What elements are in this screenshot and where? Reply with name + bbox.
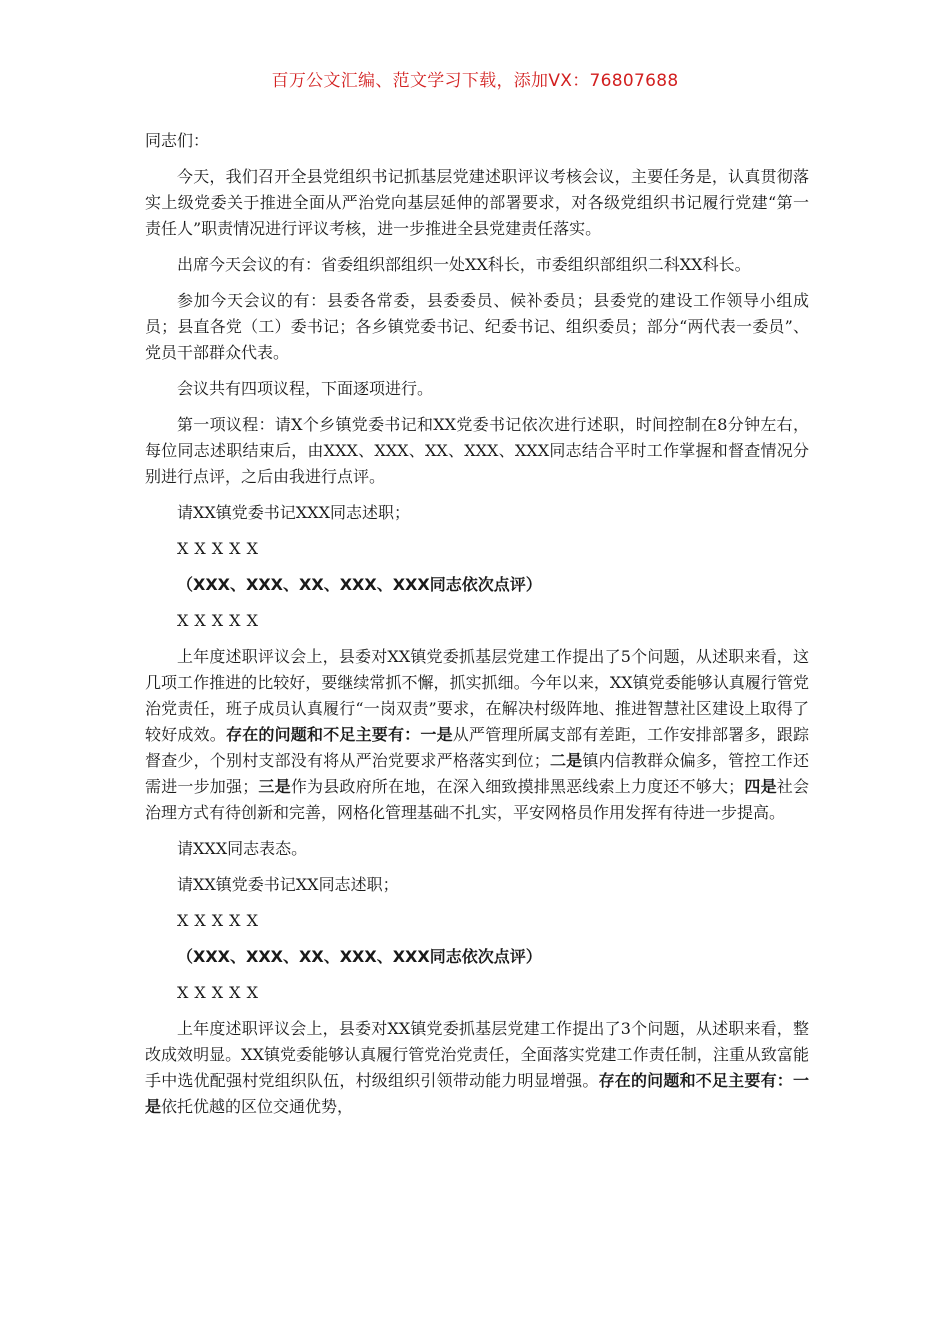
watermark-banner: 百万公文汇编、范文学习下载，添加VX：76807688 bbox=[271, 71, 679, 91]
point-label: 一是 bbox=[420, 725, 453, 744]
point-label: 四是 bbox=[744, 777, 777, 796]
point-text: 从严管理所属支部有差距，工作安排部署多，跟踪督查少，个别村支部没有将从严治党要求严格落实到位； bbox=[145, 725, 809, 770]
comment-lead: 上年度述职评议会上，县委对XX镇党委抓基层党建工作提出了5个问题，从述职来看，这几项工作推进的比较好，要继续常抓不懈，抓实抓细。今年以来，XX镇党委能够认真履行管党治党责任，班子成员认真履行“一岗双责”要求，在解决村级阵地、推进智慧社区建设上取得了较好成效。 bbox=[145, 647, 809, 744]
document-body bbox=[145, 128, 809, 1130]
salutation: 同志们： bbox=[145, 131, 210, 150]
paragraph-intro: 今天，我们召开全县党组织书记抓基层党建述职评议考核会议，主要任务是，认真贯彻落实上级党委关于推进全面从严治党向基层延伸的部署要求，对各级党组织书记履行党建“第一责任人”职责情况进行评议考核，进一步推进全县党建责任落实。 bbox=[145, 167, 809, 238]
invite-line-2: 请XX镇党委书记XX同志述职； bbox=[177, 875, 399, 894]
point-text: 依托优越的区位交通优势， bbox=[161, 1097, 354, 1116]
point-text: 镇内信教群众偏多，管控工作还需进一步加强； bbox=[145, 751, 809, 796]
review-label: （XXX、XXX、XX、XXX、XXX同志依次点评） bbox=[177, 575, 542, 594]
review-label: （XXX、XXX、XX、XXX、XXX同志依次点评） bbox=[177, 947, 542, 966]
comment-paragraph-2 bbox=[145, 1016, 809, 1120]
point-label: 三是 bbox=[258, 777, 291, 796]
point-text: 社会治理方式有待创新和完善，网格化管理基础不扎实，平安网格员作用发挥有待进一步提高。 bbox=[145, 777, 809, 822]
comment-lead: 上年度述职评议会上，县委对XX镇党委抓基层党建工作提出了3个问题，从述职来看，整改成效明显。XX镇党委能够认真履行管党治党责任，全面落实党建工作责任制，注重从致富能手中选优配强村党组织队伍，村级组织引领带动能力明显增强。 bbox=[145, 1019, 809, 1090]
point-text: 作为县政府所在地，在深入细致摸排黑恶线索上力度还不够大； bbox=[290, 777, 745, 796]
paragraph-agenda: 会议共有四项议程，下面逐项进行。 bbox=[177, 379, 434, 398]
placeholder-line: XXXXX bbox=[177, 983, 264, 1002]
invite-line-1: 请XX镇党委书记XXX同志述职； bbox=[177, 503, 410, 522]
paragraph-attendees-top: 出席今天会议的有：省委组织部组织一处XX科长，市委组织部组织二科XX科长。 bbox=[177, 255, 751, 274]
placeholder-line: XXXXX bbox=[177, 911, 264, 930]
issues-label: 存在的问题和不足主要有： bbox=[598, 1071, 793, 1090]
placeholder-line: XXXXX bbox=[177, 539, 264, 558]
comment-paragraph-1 bbox=[145, 644, 809, 826]
issues-label: 存在的问题和不足主要有： bbox=[226, 725, 421, 744]
point-label: 二是 bbox=[549, 751, 583, 770]
placeholder-line: XXXXX bbox=[177, 611, 264, 630]
invite-statement: 请XXX同志表态。 bbox=[177, 839, 308, 858]
point-label: 一是 bbox=[145, 1071, 809, 1116]
paragraph-attendees: 参加今天会议的有：县委各常委，县委委员、候补委员；县委党的建设工作领导小组成员；县直各党（工）委书记；各乡镇党委书记、纪委书记、组织委员；部分“两代表一委员”、党员干部群众代表。 bbox=[145, 291, 809, 362]
paragraph-item-1: 第一项议程：请X个乡镇党委书记和XX党委书记依次进行述职，时间控制在8分钟左右，每位同志述职结束后，由XXX、XXX、XX、XXX、XXX同志结合平时工作掌握和督查情况分别进行点评，之后由我进行点评。 bbox=[145, 415, 809, 486]
